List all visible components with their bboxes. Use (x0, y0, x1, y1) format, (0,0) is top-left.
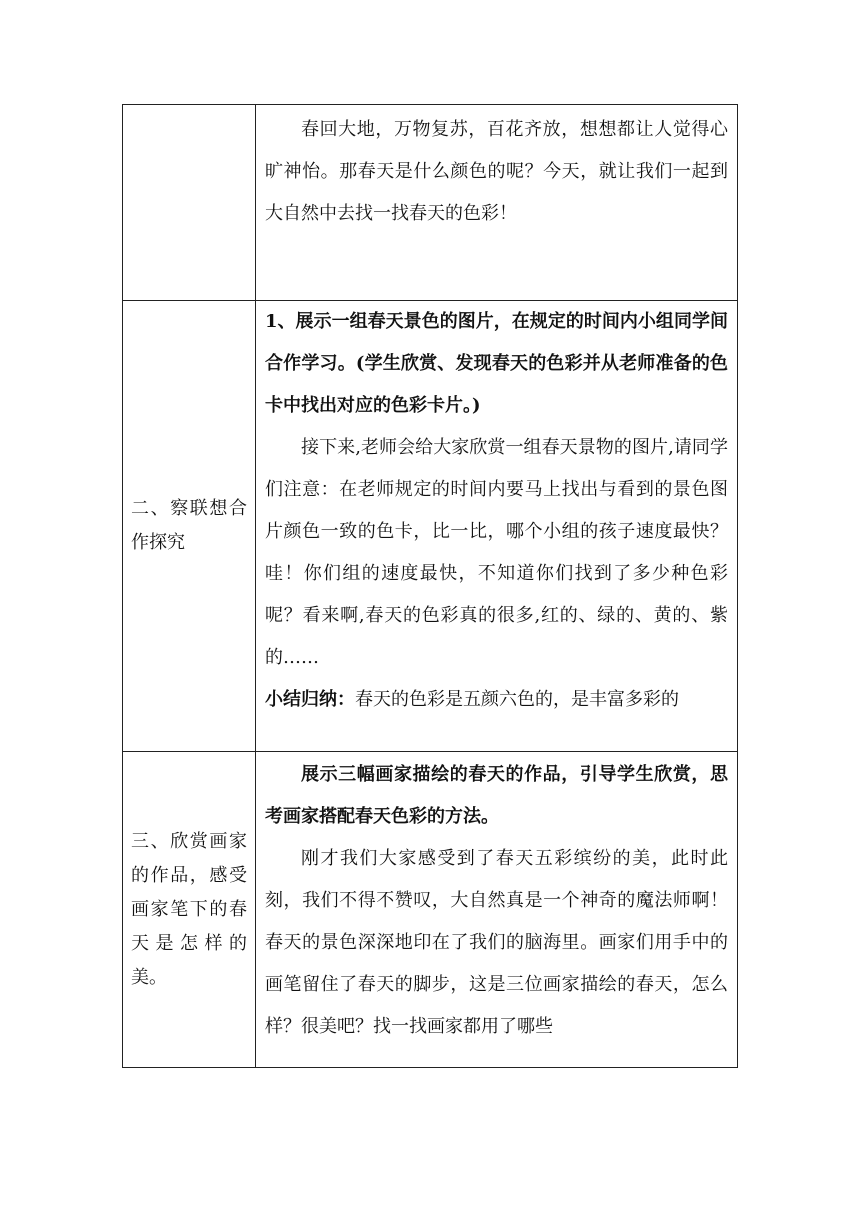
section-label: 二、察联想合作探究 (131, 498, 247, 553)
summary-text: 春天的色彩是五颜六色的，是丰富多彩的 (355, 689, 679, 710)
activity-paragraph: 接下来,老师会给大家欣赏一组春天景物的图片,请同学们注意：在老师规定的时间内要马上找出与看到的景色图片颜色一致的色卡，比一比，哪个小组的孩子速度最快？哇！你们组的速度最快，不知道你们找到了多少种色彩呢？看来啊,春天的色彩真的很多,红的、绿的、黄的、紫的…… (265, 437, 728, 668)
section-cell (123, 105, 256, 301)
section-cell (123, 301, 256, 752)
activity-paragraph: 刚才我们大家感受到了春天五彩缤纷的美，此时此刻，我们不得不赞叹，大自然真是一个神奇的魔法师啊！春天的景色深深地印在了我们的脑海里。画家们用手中的画笔留住了春天的脚步，这是三位画家描绘的春天，怎么样？很美吧？找一找画家都用了哪些 (265, 848, 728, 1037)
content-cell (256, 105, 738, 301)
lesson-plan-table (122, 104, 738, 1068)
activity-heading: 展示三幅画家描绘的春天的作品，引导学生欣赏，思考画家搭配春天色彩的方法。 (265, 764, 728, 827)
intro-paragraph: 春回大地，万物复苏，百花齐放，想想都让人觉得心旷神怡。那春天是什么颜色的呢？今天，就让我们一起到大自然中去找一找春天的色彩！ (265, 119, 728, 224)
summary-paragraph (265, 679, 728, 721)
summary-label: 小结归纳： (265, 689, 355, 710)
activity-heading: 1、展示一组春天景色的图片，在规定的时间内小组同学间合作学习。(学生欣赏、发现春天的色彩并从老师准备的色卡中找出对应的色彩卡片。) (265, 311, 728, 416)
table-row (123, 301, 738, 752)
table-row (123, 105, 738, 301)
content-cell (256, 301, 738, 752)
section-label: 三、欣赏画家的作品，感受画家笔下的春天是怎样的美。 (131, 830, 247, 988)
content-cell (256, 752, 738, 1068)
table-row (123, 752, 738, 1068)
section-cell (123, 752, 256, 1068)
